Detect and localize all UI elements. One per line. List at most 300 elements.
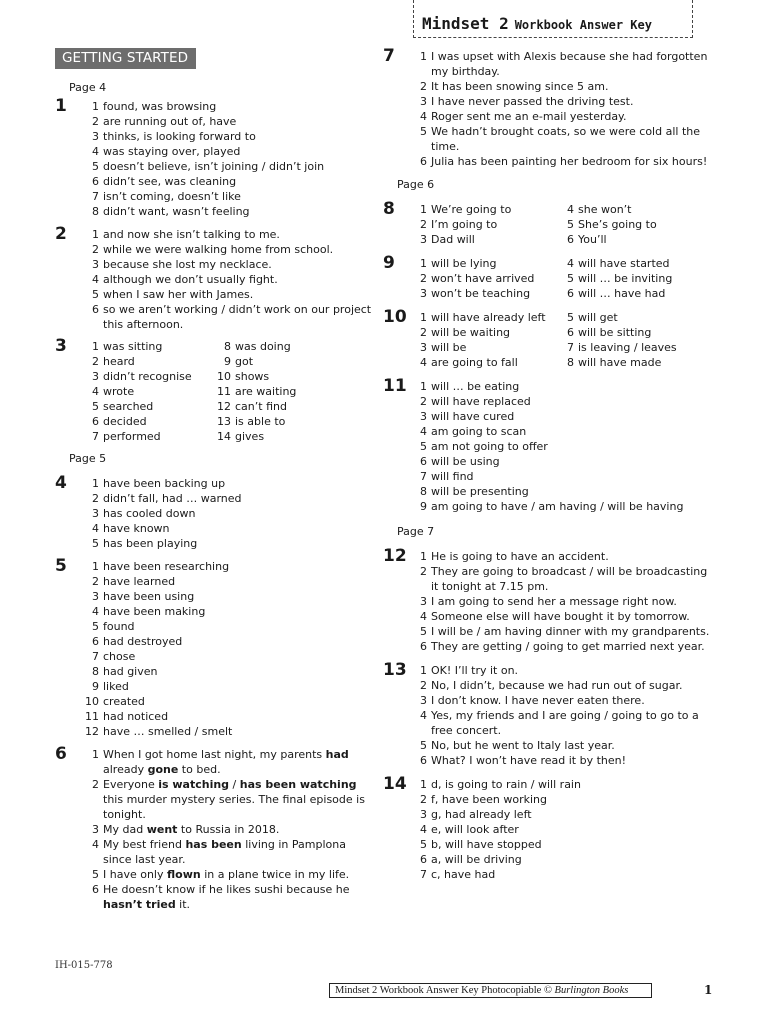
answer-text <box>103 837 375 867</box>
answer-number: 2 <box>420 679 427 692</box>
answer-row <box>550 232 657 247</box>
answers-col-1 <box>403 256 550 301</box>
exercise-number: 9 <box>383 253 395 273</box>
exercise-number: 13 <box>383 660 407 680</box>
answer-text: had destroyed <box>103 635 183 648</box>
answer-number: 6 <box>420 455 427 468</box>
answer-row <box>75 384 207 399</box>
answer-text: Someone else will have bought it by tomorrow. <box>431 610 690 623</box>
answer-row <box>403 424 713 439</box>
answer-row <box>75 369 207 384</box>
answer-highlight: has been <box>185 838 242 851</box>
answer-row <box>403 639 713 654</box>
answer-text: You’ll <box>578 233 607 246</box>
answer-text: Yes, my friends and I are going / going to go to a free concert. <box>431 709 699 737</box>
answer-text: shows <box>235 370 270 383</box>
exercise-5 <box>55 556 375 739</box>
answer-text: We’re going to <box>431 203 512 216</box>
answer-number: 2 <box>420 395 427 408</box>
answer-row <box>403 777 713 792</box>
answer-row <box>75 189 375 204</box>
answer-highlight: went <box>146 823 178 836</box>
answer-text: have known <box>103 522 170 535</box>
exercise-12 <box>383 546 713 654</box>
answer-text: is able to <box>235 415 286 428</box>
answer-row <box>403 340 550 355</box>
answer-row <box>550 202 657 217</box>
answers-col-2 <box>550 310 677 370</box>
answer-row <box>75 354 207 369</box>
answer-row <box>75 302 375 332</box>
answer-number: 7 <box>92 650 99 663</box>
answer-number: 2 <box>92 115 99 128</box>
answer-number: 12 <box>85 725 99 738</box>
answer-fragment: this murder mystery series. The final episode is tonight. <box>103 793 365 821</box>
answer-text: because she lost my necklace. <box>103 258 272 271</box>
answer-text: can’t find <box>235 400 287 413</box>
answers-col-2 <box>550 202 657 247</box>
answer-number: 2 <box>92 243 99 256</box>
answer-fragment: My dad <box>103 823 147 836</box>
answer-number: 7 <box>420 868 427 881</box>
answer-row <box>75 747 375 777</box>
answer-number: 10 <box>85 695 99 708</box>
answer-number: 3 <box>420 341 427 354</box>
answer-number: 5 <box>92 620 99 633</box>
answer-number: 3 <box>420 233 427 246</box>
answers-col-1 <box>75 339 207 444</box>
answer-fragment: it. <box>175 898 191 911</box>
answer-text: have been using <box>103 590 195 603</box>
answers-col-2 <box>207 339 296 444</box>
answer-row <box>403 379 713 394</box>
answer-row <box>207 414 296 429</box>
answer-text: have been making <box>103 605 206 618</box>
left-column <box>55 80 375 912</box>
answer-text: f, have been working <box>431 793 547 806</box>
answer-number: 3 <box>420 694 427 707</box>
answer-number: 3 <box>92 370 99 383</box>
answer-number: 2 <box>92 355 99 368</box>
answers-col-1 <box>403 310 550 370</box>
answer-text: am going to have / am having / will be having <box>431 500 684 513</box>
page-number: 1 <box>704 983 713 997</box>
answer-text: I have never passed the driving test. <box>431 95 634 108</box>
exercise-number: 10 <box>383 307 407 327</box>
answer-text: have been researching <box>103 560 230 573</box>
answer-text: They are going to broadcast / will be broadcasting it tonight at 7.15 pm. <box>431 565 708 593</box>
answer-fragment: in a plane twice in my life. <box>200 868 350 881</box>
two-column-answers <box>403 310 713 370</box>
answer-text: He is going to have an accident. <box>431 550 609 563</box>
answer-text: d, is going to rain / will rain <box>431 778 581 791</box>
answer-row <box>403 549 713 564</box>
answer-row <box>75 204 375 219</box>
answer-number: 1 <box>420 380 427 393</box>
exercise-number: 1 <box>55 96 67 116</box>
answer-text: was staying over, played <box>103 145 241 158</box>
answer-number: 4 <box>420 709 427 722</box>
two-column-answers <box>403 202 713 247</box>
answer-row <box>403 852 713 867</box>
answer-text: was sitting <box>103 340 163 353</box>
answer-text: had noticed <box>103 710 169 723</box>
answer-row <box>403 484 713 499</box>
exercise-13 <box>383 660 713 768</box>
answer-text: will … be inviting <box>578 272 673 285</box>
answer-row <box>75 589 375 604</box>
answer-text: will … have had <box>578 287 666 300</box>
answer-row <box>75 227 375 242</box>
answer-number: 11 <box>217 385 231 398</box>
header-title-box <box>413 0 693 38</box>
document-code: IH-015-778 <box>55 960 113 971</box>
answer-number: 3 <box>92 507 99 520</box>
answer-number: 6 <box>92 883 99 896</box>
answer-highlight: hasn’t tried <box>103 898 176 911</box>
footer-copyright <box>329 983 652 998</box>
answer-number: 4 <box>420 610 427 623</box>
answer-number: 3 <box>92 590 99 603</box>
answer-highlight: has been watching <box>239 778 357 791</box>
answer-row <box>403 79 713 94</box>
section-banner: GETTING STARTED <box>55 48 196 69</box>
answer-number: 2 <box>92 492 99 505</box>
answer-text: are going to fall <box>431 356 518 369</box>
answer-text: I was upset with Alexis because she had forgotten my birthday. <box>431 50 708 78</box>
answer-number: 8 <box>567 356 574 369</box>
answer-row <box>75 724 375 739</box>
exercise-14 <box>383 774 713 882</box>
answer-row <box>75 619 375 634</box>
answer-number: 4 <box>567 203 574 216</box>
answer-row <box>403 738 713 753</box>
answer-text: We hadn’t brought coats, so we were cold all the time. <box>431 125 700 153</box>
answer-fragment: living in Pamplona since last year. <box>103 838 346 866</box>
answer-fragment: to bed. <box>178 763 221 776</box>
answer-text: searched <box>103 400 154 413</box>
answer-row <box>403 822 713 837</box>
answer-highlight: gone <box>147 763 179 776</box>
answer-text: didn’t fall, had … warned <box>103 492 242 505</box>
answer-text: liked <box>103 680 129 693</box>
answer-text: isn’t coming, doesn’t like <box>103 190 241 203</box>
answer-text: found, was browsing <box>103 100 217 113</box>
answer-text: and now she isn’t talking to me. <box>103 228 280 241</box>
answer-text: I will be / am having dinner with my grandparents. <box>431 625 710 638</box>
answer-number: 6 <box>92 415 99 428</box>
answer-text: a, will be driving <box>431 853 522 866</box>
answer-text: I don’t know. I have never eaten there. <box>431 694 645 707</box>
answer-text <box>103 777 375 822</box>
answer-row <box>75 649 375 664</box>
answer-number: 1 <box>92 100 99 113</box>
answer-text: created <box>103 695 145 708</box>
answer-text: doesn’t believe, isn’t joining / didn’t join <box>103 160 325 173</box>
answer-text: will … be eating <box>431 380 520 393</box>
exercise-number: 3 <box>55 336 67 356</box>
answer-row <box>75 867 375 882</box>
answer-text: will have cured <box>431 410 515 423</box>
answer-text: will be lying <box>431 257 497 270</box>
answer-number: 5 <box>567 272 574 285</box>
answer-number: 1 <box>92 560 99 573</box>
answer-text: will have already left <box>431 311 546 324</box>
two-column-answers <box>75 339 375 444</box>
answer-number: 5 <box>567 311 574 324</box>
answer-number: 6 <box>567 233 574 246</box>
answer-number: 4 <box>420 110 427 123</box>
answer-row <box>403 325 550 340</box>
answer-number: 7 <box>92 430 99 443</box>
answer-number: 5 <box>92 160 99 173</box>
answer-number: 1 <box>92 477 99 490</box>
answer-row <box>403 624 713 639</box>
answer-row <box>75 114 375 129</box>
answer-text: didn’t recognise <box>103 370 192 383</box>
answer-text: won’t be teaching <box>431 287 531 300</box>
answer-row <box>403 663 713 678</box>
answer-text: will get <box>578 311 618 324</box>
answer-number: 3 <box>420 595 427 608</box>
answer-row <box>403 49 713 79</box>
answer-fragment: When I got home last night, my parents <box>103 748 326 761</box>
exercise-number: 2 <box>55 224 67 244</box>
answer-row <box>75 664 375 679</box>
answer-number: 4 <box>567 257 574 270</box>
answer-text: will be using <box>431 455 500 468</box>
page-label: Page 5 <box>69 452 107 465</box>
answer-text: She’s going to <box>578 218 657 231</box>
answer-number: 4 <box>420 425 427 438</box>
answer-number: 3 <box>92 258 99 271</box>
exercise-number: 14 <box>383 774 407 794</box>
answer-text: will be sitting <box>578 326 652 339</box>
answer-number: 1 <box>420 50 427 63</box>
answer-fragment: Everyone <box>103 778 159 791</box>
answer-number: 4 <box>92 838 99 851</box>
answer-text: will find <box>431 470 474 483</box>
answer-row <box>550 217 657 232</box>
answer-row <box>403 594 713 609</box>
answer-row <box>403 867 713 882</box>
answer-row <box>75 257 375 272</box>
answer-row <box>403 355 550 370</box>
answer-row <box>403 256 550 271</box>
answer-row <box>75 339 207 354</box>
exercise-number: 4 <box>55 473 67 493</box>
answer-fragment: I have only <box>103 868 167 881</box>
answer-text: thinks, is looking forward to <box>103 130 256 143</box>
answer-text: I am going to send her a message right now. <box>431 595 677 608</box>
exercise-11 <box>383 376 713 514</box>
exercise-number: 5 <box>55 556 67 576</box>
answer-text: have been backing up <box>103 477 226 490</box>
exercise-3 <box>55 336 375 444</box>
answer-row <box>207 339 296 354</box>
answer-row <box>75 144 375 159</box>
answer-text: have learned <box>103 575 176 588</box>
answer-number: 7 <box>420 470 427 483</box>
answer-number: 8 <box>420 485 427 498</box>
answer-number: 9 <box>92 680 99 693</box>
answer-text: didn’t see, was cleaning <box>103 175 237 188</box>
answer-text: won’t have arrived <box>431 272 535 285</box>
answer-number: 1 <box>92 228 99 241</box>
answer-number: 1 <box>420 550 427 563</box>
exercise-number: 6 <box>55 744 67 764</box>
answer-text: am going to scan <box>431 425 527 438</box>
answer-text: had given <box>103 665 158 678</box>
answer-number: 1 <box>92 748 99 761</box>
answer-row <box>403 708 713 738</box>
answer-row <box>403 564 713 594</box>
answer-row <box>550 325 677 340</box>
exercise-number: 12 <box>383 546 407 566</box>
answer-text: was doing <box>235 340 291 353</box>
answer-row <box>75 604 375 619</box>
answer-row <box>75 679 375 694</box>
publisher-name: Burlington Books <box>554 985 629 996</box>
answer-row <box>403 310 550 325</box>
answer-number: 8 <box>92 665 99 678</box>
answer-number: 3 <box>420 808 427 821</box>
answer-number: 10 <box>217 370 231 383</box>
answer-row <box>403 271 550 286</box>
page-label: Page 7 <box>397 525 435 538</box>
answer-row <box>75 837 375 867</box>
page-label: Page 6 <box>397 178 435 191</box>
answer-number: 2 <box>420 80 427 93</box>
answer-row <box>75 521 375 536</box>
answer-fragment: My best friend <box>103 838 186 851</box>
answer-row <box>75 491 375 506</box>
answer-fragment: already <box>103 763 148 776</box>
answer-row <box>403 454 713 469</box>
answer-text: No, but he went to Italy last year. <box>431 739 615 752</box>
answer-text: when I saw her with James. <box>103 288 254 301</box>
answer-number: 2 <box>420 793 427 806</box>
answer-row <box>75 536 375 551</box>
answer-number: 5 <box>92 537 99 550</box>
answer-number: 4 <box>92 522 99 535</box>
answer-number: 11 <box>85 710 99 723</box>
answer-number: 6 <box>567 287 574 300</box>
answer-row <box>75 694 375 709</box>
answer-text: will be <box>431 341 467 354</box>
exercise-8 <box>383 199 713 247</box>
answer-text: e, will look after <box>431 823 519 836</box>
answer-text: she won’t <box>578 203 632 216</box>
answer-number: 2 <box>92 778 99 791</box>
answer-text: It has been snowing since 5 am. <box>431 80 609 93</box>
answer-text <box>103 867 375 882</box>
answer-number: 1 <box>420 311 427 324</box>
answer-number: 6 <box>420 853 427 866</box>
answer-highlight: flown <box>167 868 201 881</box>
answer-number: 1 <box>420 257 427 270</box>
answer-number: 4 <box>420 823 427 836</box>
right-column <box>383 46 713 882</box>
answer-text: while we were walking home from school. <box>103 243 334 256</box>
exercise-number: 7 <box>383 46 395 66</box>
answer-number: 6 <box>92 635 99 648</box>
answer-row <box>550 256 672 271</box>
answer-number: 4 <box>92 605 99 618</box>
book-title: Mindset 2 <box>422 14 509 33</box>
answer-row <box>550 355 677 370</box>
answer-fragment: He doesn’t know if he likes sushi because he <box>103 883 350 896</box>
answer-row <box>75 777 375 822</box>
answer-number: 3 <box>420 410 427 423</box>
answer-row <box>75 574 375 589</box>
answer-number: 7 <box>92 190 99 203</box>
answer-number: 2 <box>420 218 427 231</box>
answer-text: didn’t want, wasn’t feeling <box>103 205 250 218</box>
answer-number: 5 <box>92 288 99 301</box>
answer-row <box>403 609 713 624</box>
answer-highlight: had <box>325 748 349 761</box>
answer-text: What? I won’t have read it by then! <box>431 754 627 767</box>
book-subtitle: Workbook Answer Key <box>514 18 652 32</box>
answer-number: 4 <box>92 273 99 286</box>
answer-number: 5 <box>567 218 574 231</box>
answer-row <box>403 202 550 217</box>
answer-highlight: is watching <box>158 778 230 791</box>
answer-text: will have made <box>578 356 662 369</box>
answer-row <box>207 354 296 369</box>
answer-number: 8 <box>92 205 99 218</box>
answer-number: 6 <box>420 640 427 653</box>
answer-number: 9 <box>420 500 427 513</box>
answer-number: 2 <box>92 575 99 588</box>
answer-text: so we aren’t working / didn’t work on our project this afternoon. <box>103 303 372 331</box>
answer-row <box>403 837 713 852</box>
answer-row <box>75 129 375 144</box>
answer-text: No, I didn’t, because we had run out of sugar. <box>431 679 683 692</box>
answer-text: is leaving / leaves <box>578 341 677 354</box>
answer-text: will be waiting <box>431 326 511 339</box>
answer-number: 3 <box>92 130 99 143</box>
answer-row <box>403 232 550 247</box>
answer-number: 2 <box>420 272 427 285</box>
answer-row <box>403 154 713 169</box>
answer-row <box>403 109 713 124</box>
answer-number: 5 <box>420 739 427 752</box>
answer-row <box>75 709 375 724</box>
answer-row <box>75 506 375 521</box>
answer-text <box>103 747 375 777</box>
answer-number: 5 <box>420 440 427 453</box>
answer-row <box>75 429 207 444</box>
answer-number: 1 <box>92 340 99 353</box>
answer-text: are running out of, have <box>103 115 237 128</box>
answer-text: performed <box>103 430 161 443</box>
answer-text <box>103 822 375 837</box>
answer-number: 1 <box>420 778 427 791</box>
answer-row <box>75 476 375 491</box>
answer-row <box>207 384 296 399</box>
answer-number: 2 <box>420 565 427 578</box>
answer-row <box>75 272 375 287</box>
answer-row <box>75 559 375 574</box>
exercise-4 <box>55 473 375 551</box>
answer-row <box>403 217 550 232</box>
answer-text: got <box>235 355 254 368</box>
answer-number: 2 <box>420 326 427 339</box>
answer-row <box>403 499 713 514</box>
answer-number: 4 <box>92 145 99 158</box>
